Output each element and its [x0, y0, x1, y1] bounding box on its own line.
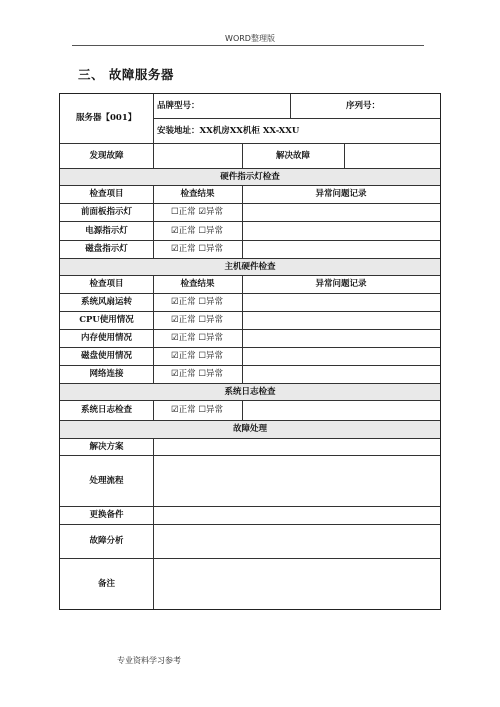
remarks-label: 备注: [97, 578, 115, 589]
check-item: 内存使用情况: [80, 332, 132, 343]
check-result-checkbox[interactable]: ☑正常 ☐异常: [171, 368, 223, 379]
page-header: WORD整理版: [225, 34, 275, 43]
process-label: 处理流程: [89, 475, 124, 486]
rule: [60, 240, 440, 241]
rule: [60, 347, 440, 348]
rule: [153, 400, 154, 420]
rule: [60, 258, 440, 259]
col-check-result: 检查结果: [180, 278, 215, 289]
brand-model-label: 品牌型号：: [157, 100, 200, 111]
rule: [60, 400, 440, 401]
replacement-parts-label: 更换备件: [89, 509, 124, 520]
rule: [60, 365, 440, 366]
rule: [290, 94, 291, 118]
system-log-title: 系统日志检查: [224, 386, 276, 397]
check-item: 前面板指示灯: [80, 206, 132, 217]
rule: [60, 506, 440, 507]
install-address: 安装地址：XX机房XX机柜 XX-XXU: [157, 125, 300, 136]
hardware-lights-title: 硬件指示灯检查: [220, 171, 280, 182]
check-item: CPU使用情况: [79, 314, 134, 325]
discover-fault-label: 发现故障: [89, 150, 124, 161]
check-item: 网络连接: [89, 368, 124, 379]
rule: [60, 293, 440, 294]
col-issue-record: 异常问题记录: [315, 278, 367, 289]
rule: [60, 455, 440, 456]
solution-label: 解决方案: [89, 441, 124, 452]
col-check-item: 检查项目: [89, 188, 124, 199]
fault-handling-title: 故障处理: [232, 423, 267, 434]
rule: [60, 558, 440, 559]
server-label: 服务器【001】: [76, 112, 137, 123]
check-result-checkbox[interactable]: ☑正常 ☐异常: [171, 350, 223, 361]
rule: [60, 203, 440, 204]
check-result-checkbox[interactable]: ☑正常 ☐异常: [171, 332, 223, 343]
serial-label: 序列号：: [346, 100, 381, 111]
check-result-checkbox[interactable]: ☑正常 ☐异常: [171, 243, 223, 254]
rule: [60, 275, 440, 276]
rule: [60, 221, 440, 222]
rule: [60, 420, 440, 421]
check-item: 磁盘使用情况: [80, 350, 132, 361]
header-divider: [72, 45, 424, 46]
resolve-fault-label: 解决故障: [275, 150, 310, 161]
rule: [242, 400, 243, 420]
check-item: 电源指示灯: [85, 225, 128, 236]
rule: [344, 143, 345, 168]
col-check-result: 检查结果: [180, 188, 215, 199]
check-result-checkbox[interactable]: ☑正常 ☐异常: [171, 404, 223, 415]
rule: [60, 438, 440, 439]
col-issue-record: 异常问题记录: [315, 188, 367, 199]
check-result-checkbox[interactable]: ☑正常 ☐异常: [171, 225, 223, 236]
fault-analysis-label: 故障分析: [89, 535, 124, 546]
rule: [60, 185, 440, 186]
rule: [60, 168, 440, 169]
rule: [60, 329, 440, 330]
rule: [153, 118, 440, 119]
host-hardware-title: 主机硬件检查: [224, 261, 276, 272]
check-result-checkbox[interactable]: ☑正常 ☐异常: [171, 296, 223, 307]
rule: [60, 143, 440, 144]
check-item: 系统日志检查: [80, 404, 132, 415]
rule: [242, 275, 243, 383]
col-check-item: 检查项目: [89, 278, 124, 289]
check-result-checkbox[interactable]: ☐正常 ☑异常: [171, 206, 223, 217]
rule: [60, 311, 440, 312]
check-item: 系统风扇运转: [80, 296, 132, 307]
page-footer: 专业资料学习参考: [117, 656, 181, 665]
rule: [153, 438, 154, 609]
check-result-checkbox[interactable]: ☑正常 ☐异常: [171, 314, 223, 325]
section-title: 三、 故障服务器: [78, 67, 174, 82]
rule: [60, 524, 440, 525]
rule: [60, 383, 440, 384]
rule: [153, 275, 154, 383]
check-item: 磁盘指示灯: [85, 243, 128, 254]
rule: [153, 94, 154, 168]
